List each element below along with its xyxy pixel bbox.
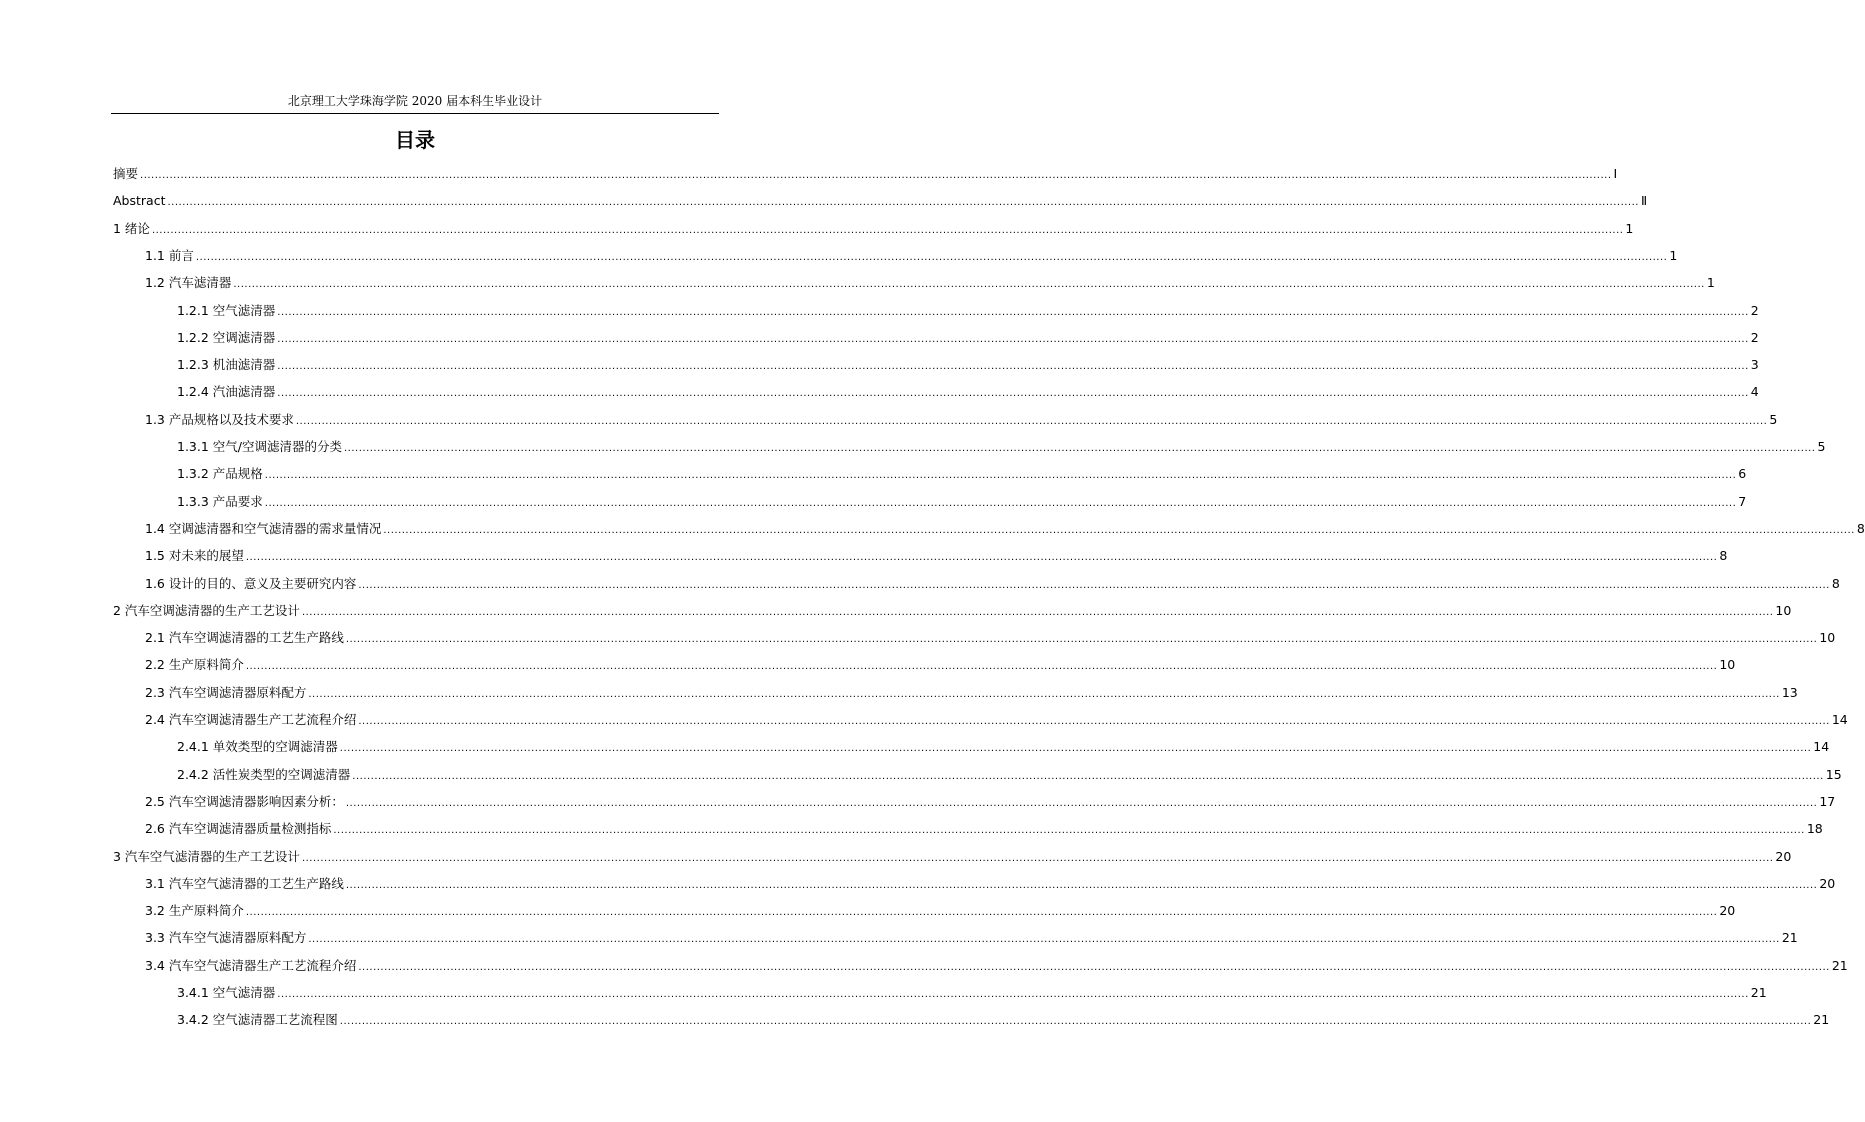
toc-entry-label: 2.3 汽车空调滤清器原料配方 — [145, 684, 307, 700]
toc-dot-leader: ................................................................................................................................................................................................................................................................................................................................................................................................................ — [345, 879, 1818, 891]
toc-entry-page: 2 — [1750, 302, 1759, 318]
toc-entry[interactable] — [177, 302, 1759, 320]
header-rule — [111, 113, 719, 114]
toc-entry-label: 2.6 汽车空调滤清器质量检测指标 — [145, 821, 332, 837]
toc-entry-page: 21 — [1750, 985, 1767, 1000]
toc-dot-leader: ................................................................................................................................................................................................................................................................................................................................................................................................................ — [264, 470, 1737, 482]
toc-dot-leader: ................................................................................................................................................................................................................................................................................................................................................................................................................ — [333, 825, 1805, 837]
toc-dot-leader: ................................................................................................................................................................................................................................................................................................................................................................................................................ — [308, 934, 1780, 946]
toc-entry-page: 8 — [1856, 520, 1865, 536]
toc-dot-leader: ................................................................................................................................................................................................................................................................................................................................................................................................................ — [277, 388, 1749, 400]
toc-dot-leader: ................................................................................................................................................................................................................................................................................................................................................................................................................ — [383, 524, 1855, 536]
toc-entry[interactable] — [113, 220, 1634, 238]
toc-entry-page: 10 — [1775, 602, 1792, 618]
toc-entry[interactable] — [177, 383, 1759, 401]
toc-entry-page: 13 — [1781, 684, 1798, 700]
toc-entry[interactable] — [177, 356, 1759, 374]
toc-entry-label: 1.2.2 空调滤清器 — [177, 329, 276, 345]
toc-entry[interactable] — [145, 520, 1865, 538]
toc-dot-leader: ................................................................................................................................................................................................................................................................................................................................................................................................................ — [308, 688, 1780, 700]
toc-entry-label: 1.2 汽车滤清器 — [145, 275, 232, 291]
toc-entry[interactable] — [177, 984, 1767, 1002]
toc-entry-page: 20 — [1819, 875, 1836, 891]
toc-entry-label: 3.2 生产原料简介 — [145, 903, 244, 919]
toc-entry[interactable] — [145, 957, 1848, 975]
toc-entry-label: 3.4 汽车空气滤清器生产工艺流程介绍 — [145, 957, 357, 973]
toc-entry[interactable] — [177, 738, 1830, 756]
toc-entry-label: 3.4.2 空气滤清器工艺流程图 — [177, 1012, 338, 1028]
toc-entry-label: 1.5 对未来的展望 — [145, 548, 244, 564]
toc-entry-page: 2 — [1750, 329, 1759, 345]
toc-entry-label: Abstract — [113, 193, 166, 209]
toc-dot-leader: ................................................................................................................................................................................................................................................................................................................................................................................................................ — [277, 989, 1749, 1000]
toc-entry[interactable] — [145, 274, 1715, 292]
toc-dot-leader: ................................................................................................................................................................................................................................................................................................................................................................................................................ — [277, 306, 1749, 318]
toc-dot-leader: ................................................................................................................................................................................................................................................................................................................................................................................................................ — [233, 279, 1705, 291]
toc-entry-page: 14 — [1813, 739, 1830, 755]
toc-entry[interactable] — [145, 875, 1836, 893]
toc-entry-label: 2.2 生产原料简介 — [145, 657, 244, 673]
toc-dot-leader: ................................................................................................................................................................................................................................................................................................................................................................................................................ — [345, 797, 1818, 809]
toc-entry-label: 2.1 汽车空调滤清器的工艺生产路线 — [145, 630, 344, 646]
toc-dot-leader: ................................................................................................................................................................................................................................................................................................................................................................................................................ — [301, 852, 1774, 864]
toc-entry[interactable] — [145, 575, 1840, 593]
toc-entry-page: 1 — [1706, 275, 1715, 291]
toc-entry-label: 1.4 空调滤清器和空气滤清器的需求量情况 — [145, 520, 382, 536]
toc-dot-leader: ................................................................................................................................................................................................................................................................................................................................................................................................................ — [277, 333, 1749, 345]
toc-dot-leader: ................................................................................................................................................................................................................................................................................................................................................................................................................ — [339, 1016, 1812, 1028]
toc-entry-page: 1 — [1669, 247, 1678, 263]
toc-entry-page: Ⅱ — [1640, 193, 1648, 209]
toc-dot-leader: ................................................................................................................................................................................................................................................................................................................................................................................................................ — [151, 224, 1624, 236]
toc-dot-leader: ................................................................................................................................................................................................................................................................................................................................................................................................................ — [277, 361, 1749, 373]
toc-dot-leader: ................................................................................................................................................................................................................................................................................................................................................................................................................ — [339, 743, 1812, 755]
toc-entry-page: 10 — [1719, 657, 1736, 673]
toc-dot-leader: ................................................................................................................................................................................................................................................................................................................................................................................................................ — [245, 552, 1718, 564]
toc-dot-leader: ................................................................................................................................................................................................................................................................................................................................................................................................................ — [344, 443, 1816, 454]
toc-dot-leader: ................................................................................................................................................................................................................................................................................................................................................................................................................ — [301, 606, 1774, 618]
toc-entry[interactable] — [145, 411, 1778, 429]
toc-entry[interactable] — [145, 629, 1836, 647]
toc-entry[interactable] — [177, 329, 1759, 347]
toc-entry-page: 8 — [1719, 548, 1728, 564]
toc-dot-leader: ................................................................................................................................................................................................................................................................................................................................................................................................................ — [358, 716, 1830, 727]
toc-dot-leader: ................................................................................................................................................................................................................................................................................................................................................................................................................ — [245, 907, 1718, 919]
toc-entry-page: 8 — [1831, 575, 1840, 591]
toc-entry-page: 14 — [1831, 712, 1848, 727]
toc-entry-label: 摘要 — [113, 166, 139, 181]
toc-entry-label: 2.4.2 活性炭类型的空调滤清器 — [177, 766, 351, 782]
toc-entry-label: 3.4.1 空气滤清器 — [177, 985, 276, 1000]
toc-entry-page: 18 — [1806, 821, 1823, 837]
toc-entry-page: 21 — [1831, 957, 1848, 973]
toc-entry-page: 10 — [1819, 630, 1836, 646]
toc-entry-page: 20 — [1719, 903, 1736, 919]
toc-entry[interactable] — [177, 1011, 1830, 1029]
toc-entry[interactable] — [145, 684, 1798, 702]
toc-entry-page: 21 — [1781, 930, 1798, 946]
toc-dot-leader: ................................................................................................................................................................................................................................................................................................................................................................................................................ — [352, 770, 1824, 782]
toc-entry-label: 2 汽车空调滤清器的生产工艺设计 — [113, 602, 300, 618]
toc-entry-label: 1.3.2 产品规格 — [177, 466, 263, 482]
toc-entry[interactable] — [177, 766, 1842, 784]
toc-entry-label: 3 汽车空气滤清器的生产工艺设计 — [113, 848, 300, 864]
toc-dot-leader: ................................................................................................................................................................................................................................................................................................................................................................................................................ — [345, 634, 1818, 646]
toc-entry[interactable] — [145, 793, 1836, 811]
toc-entry-label: 3.1 汽车空气滤清器的工艺生产路线 — [145, 875, 344, 891]
toc-entry[interactable] — [177, 493, 1747, 511]
toc-entry[interactable] — [113, 192, 1648, 210]
toc-entry[interactable] — [177, 465, 1747, 483]
toc-entry-page: 21 — [1813, 1012, 1830, 1028]
toc-entry-label: 1 绪论 — [113, 220, 150, 236]
toc-dot-leader: ................................................................................................................................................................................................................................................................................................................................................................................................................ — [140, 170, 1612, 181]
toc-entry[interactable] — [145, 711, 1848, 729]
toc-entry-label: 2.4 汽车空调滤清器生产工艺流程介绍 — [145, 712, 357, 727]
toc-dot-leader: ................................................................................................................................................................................................................................................................................................................................................................................................................ — [264, 497, 1737, 509]
toc-entry-page: 6 — [1738, 466, 1747, 482]
toc-entry[interactable] — [145, 547, 1728, 565]
toc-entry-page: 7 — [1738, 493, 1747, 509]
toc-entry-label: 1.2.1 空气滤清器 — [177, 302, 276, 318]
toc-entry[interactable] — [145, 247, 1678, 265]
toc-dot-leader: ................................................................................................................................................................................................................................................................................................................................................................................................................ — [358, 579, 1830, 591]
toc-dot-leader: ................................................................................................................................................................................................................................................................................................................................................................................................................ — [245, 661, 1718, 673]
toc-entry-label: 1.6 设计的目的、意义及主要研究内容 — [145, 575, 357, 591]
toc-dot-leader: ................................................................................................................................................................................................................................................................................................................................................................................................................ — [295, 415, 1768, 427]
page-title: 目录 — [395, 128, 435, 152]
running-header: 北京理工大学珠海学院 2020 届本科生毕业设计 — [287, 94, 543, 108]
toc-entry-page: 5 — [1817, 439, 1826, 454]
toc-entry[interactable] — [145, 656, 1736, 674]
toc-entry-label: 3.3 汽车空气滤清器原料配方 — [145, 930, 307, 946]
toc-entry[interactable] — [177, 438, 1826, 456]
toc-entry-page: 5 — [1769, 411, 1778, 427]
toc-entry-page: 17 — [1819, 793, 1836, 809]
toc-entry-label: 1.3.1 空气/空调滤清器的分类 — [177, 439, 342, 454]
toc-dot-leader: ................................................................................................................................................................................................................................................................................................................................................................................................................ — [167, 197, 1639, 209]
toc-entry[interactable] — [113, 165, 1618, 183]
toc-entry-page: Ⅰ — [1613, 166, 1618, 181]
toc-entry-label: 1.3 产品规格以及技术要求 — [145, 411, 294, 427]
toc-entry-page: 20 — [1775, 848, 1792, 864]
toc-entry-label: 1.3.3 产品要求 — [177, 493, 263, 509]
toc-dot-leader: ................................................................................................................................................................................................................................................................................................................................................................................................................ — [358, 961, 1830, 973]
toc-entry[interactable] — [145, 902, 1736, 920]
toc-entry-page: 15 — [1825, 766, 1842, 782]
toc-dot-leader: ................................................................................................................................................................................................................................................................................................................................................................................................................ — [195, 251, 1668, 263]
toc-entry-label: 1.2.4 汽油滤清器 — [177, 384, 276, 400]
toc-entry-page: 4 — [1750, 384, 1759, 400]
toc-entry[interactable] — [145, 820, 1823, 838]
toc-entry-label: 2.5 汽车空调滤清器影响因素分析： — [145, 793, 344, 809]
toc-entry[interactable] — [145, 929, 1798, 947]
toc-entry-label: 1.1 前言 — [145, 247, 194, 263]
toc-entry-page: 1 — [1625, 220, 1634, 236]
toc-entry[interactable] — [113, 602, 1792, 620]
toc-entry[interactable] — [113, 848, 1792, 866]
toc-entry-label: 1.2.3 机油滤清器 — [177, 357, 276, 373]
toc-entry-page: 3 — [1750, 357, 1759, 373]
toc-entry-label: 2.4.1 单效类型的空调滤清器 — [177, 739, 338, 755]
